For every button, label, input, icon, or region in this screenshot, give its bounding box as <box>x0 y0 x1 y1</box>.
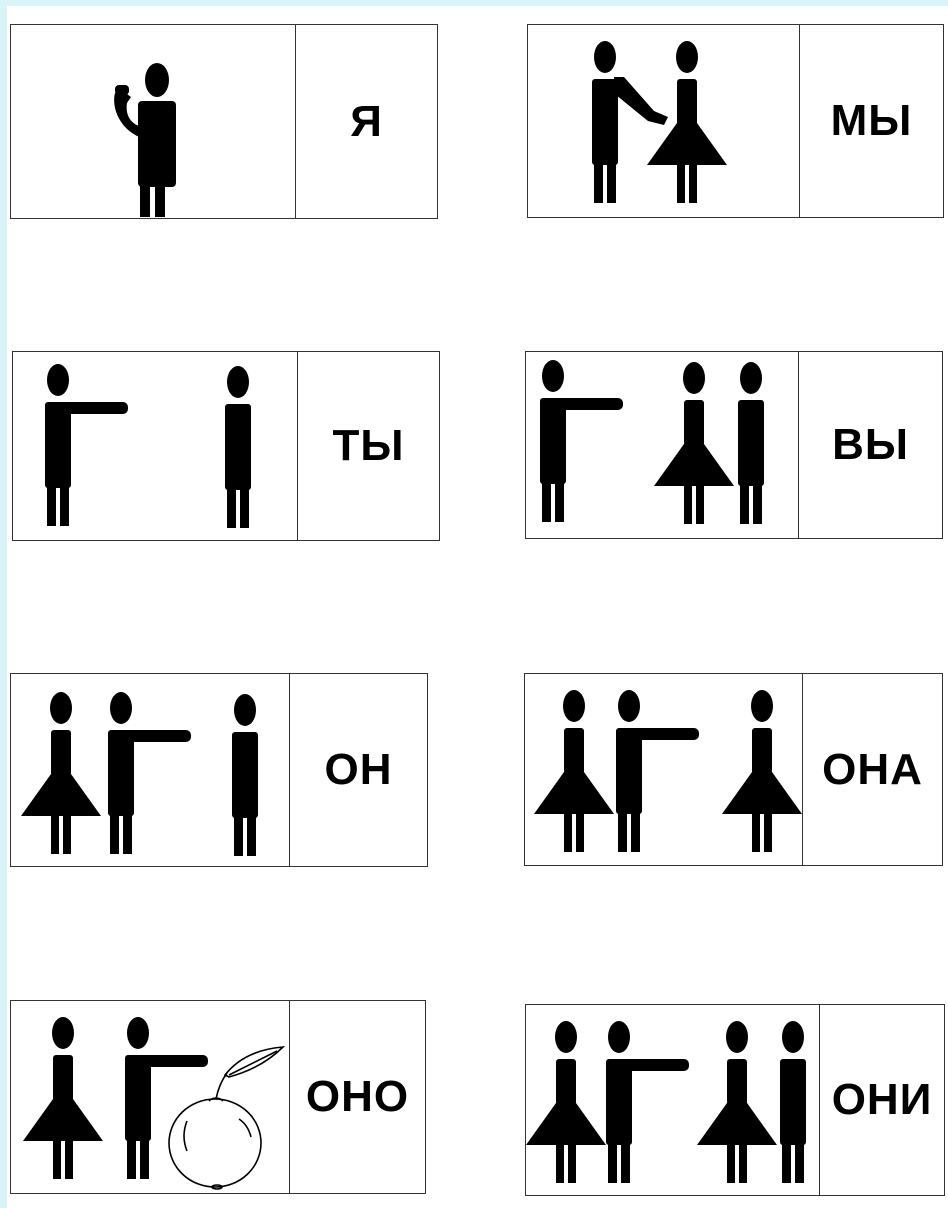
pronoun-word: ТЫ <box>332 421 405 470</box>
pronoun-card-on <box>10 673 428 867</box>
pointing-at-woman-icon <box>525 674 805 864</box>
speaker-pointing-at-self-icon <box>11 25 298 217</box>
pronoun-word: Я <box>350 96 383 146</box>
pronoun-word-cell <box>819 1005 944 1195</box>
pronoun-card-ona <box>524 673 943 866</box>
pronoun-word: МЫ <box>830 96 913 145</box>
pointing-at-group-icon <box>526 1005 819 1194</box>
pronoun-card-oni <box>525 1004 945 1196</box>
pointing-at-apple-icon <box>11 1001 289 1192</box>
pronoun-card-ya <box>10 24 438 219</box>
man-and-woman-holding-hands-icon <box>528 25 800 216</box>
pronoun-word-cell <box>799 25 943 217</box>
pronoun-word-cell <box>289 1001 425 1193</box>
pronoun-card-my <box>527 24 944 218</box>
pronoun-word: ОНИ <box>831 1075 933 1124</box>
pronoun-word-cell <box>802 674 942 865</box>
pronoun-word: ОНА <box>822 744 923 794</box>
pronoun-word-cell <box>289 674 427 866</box>
pronoun-word: ОНО <box>305 1072 410 1121</box>
pronoun-word-cell <box>798 352 942 538</box>
pronoun-card-ono <box>10 1000 426 1194</box>
page-top-border <box>0 0 948 6</box>
pronoun-word: ОН <box>324 745 393 794</box>
pronoun-word-cell <box>295 25 437 218</box>
man-pointing-at-couple-icon <box>526 352 800 537</box>
pronoun-card-vy <box>525 351 943 539</box>
page-left-border <box>0 0 7 1208</box>
pronoun-card-ty <box>12 351 440 541</box>
pointing-at-man-icon <box>11 674 291 865</box>
pronoun-word: ВЫ <box>832 420 909 469</box>
man-pointing-at-man-icon <box>13 352 300 539</box>
pronoun-word-cell <box>297 352 439 540</box>
